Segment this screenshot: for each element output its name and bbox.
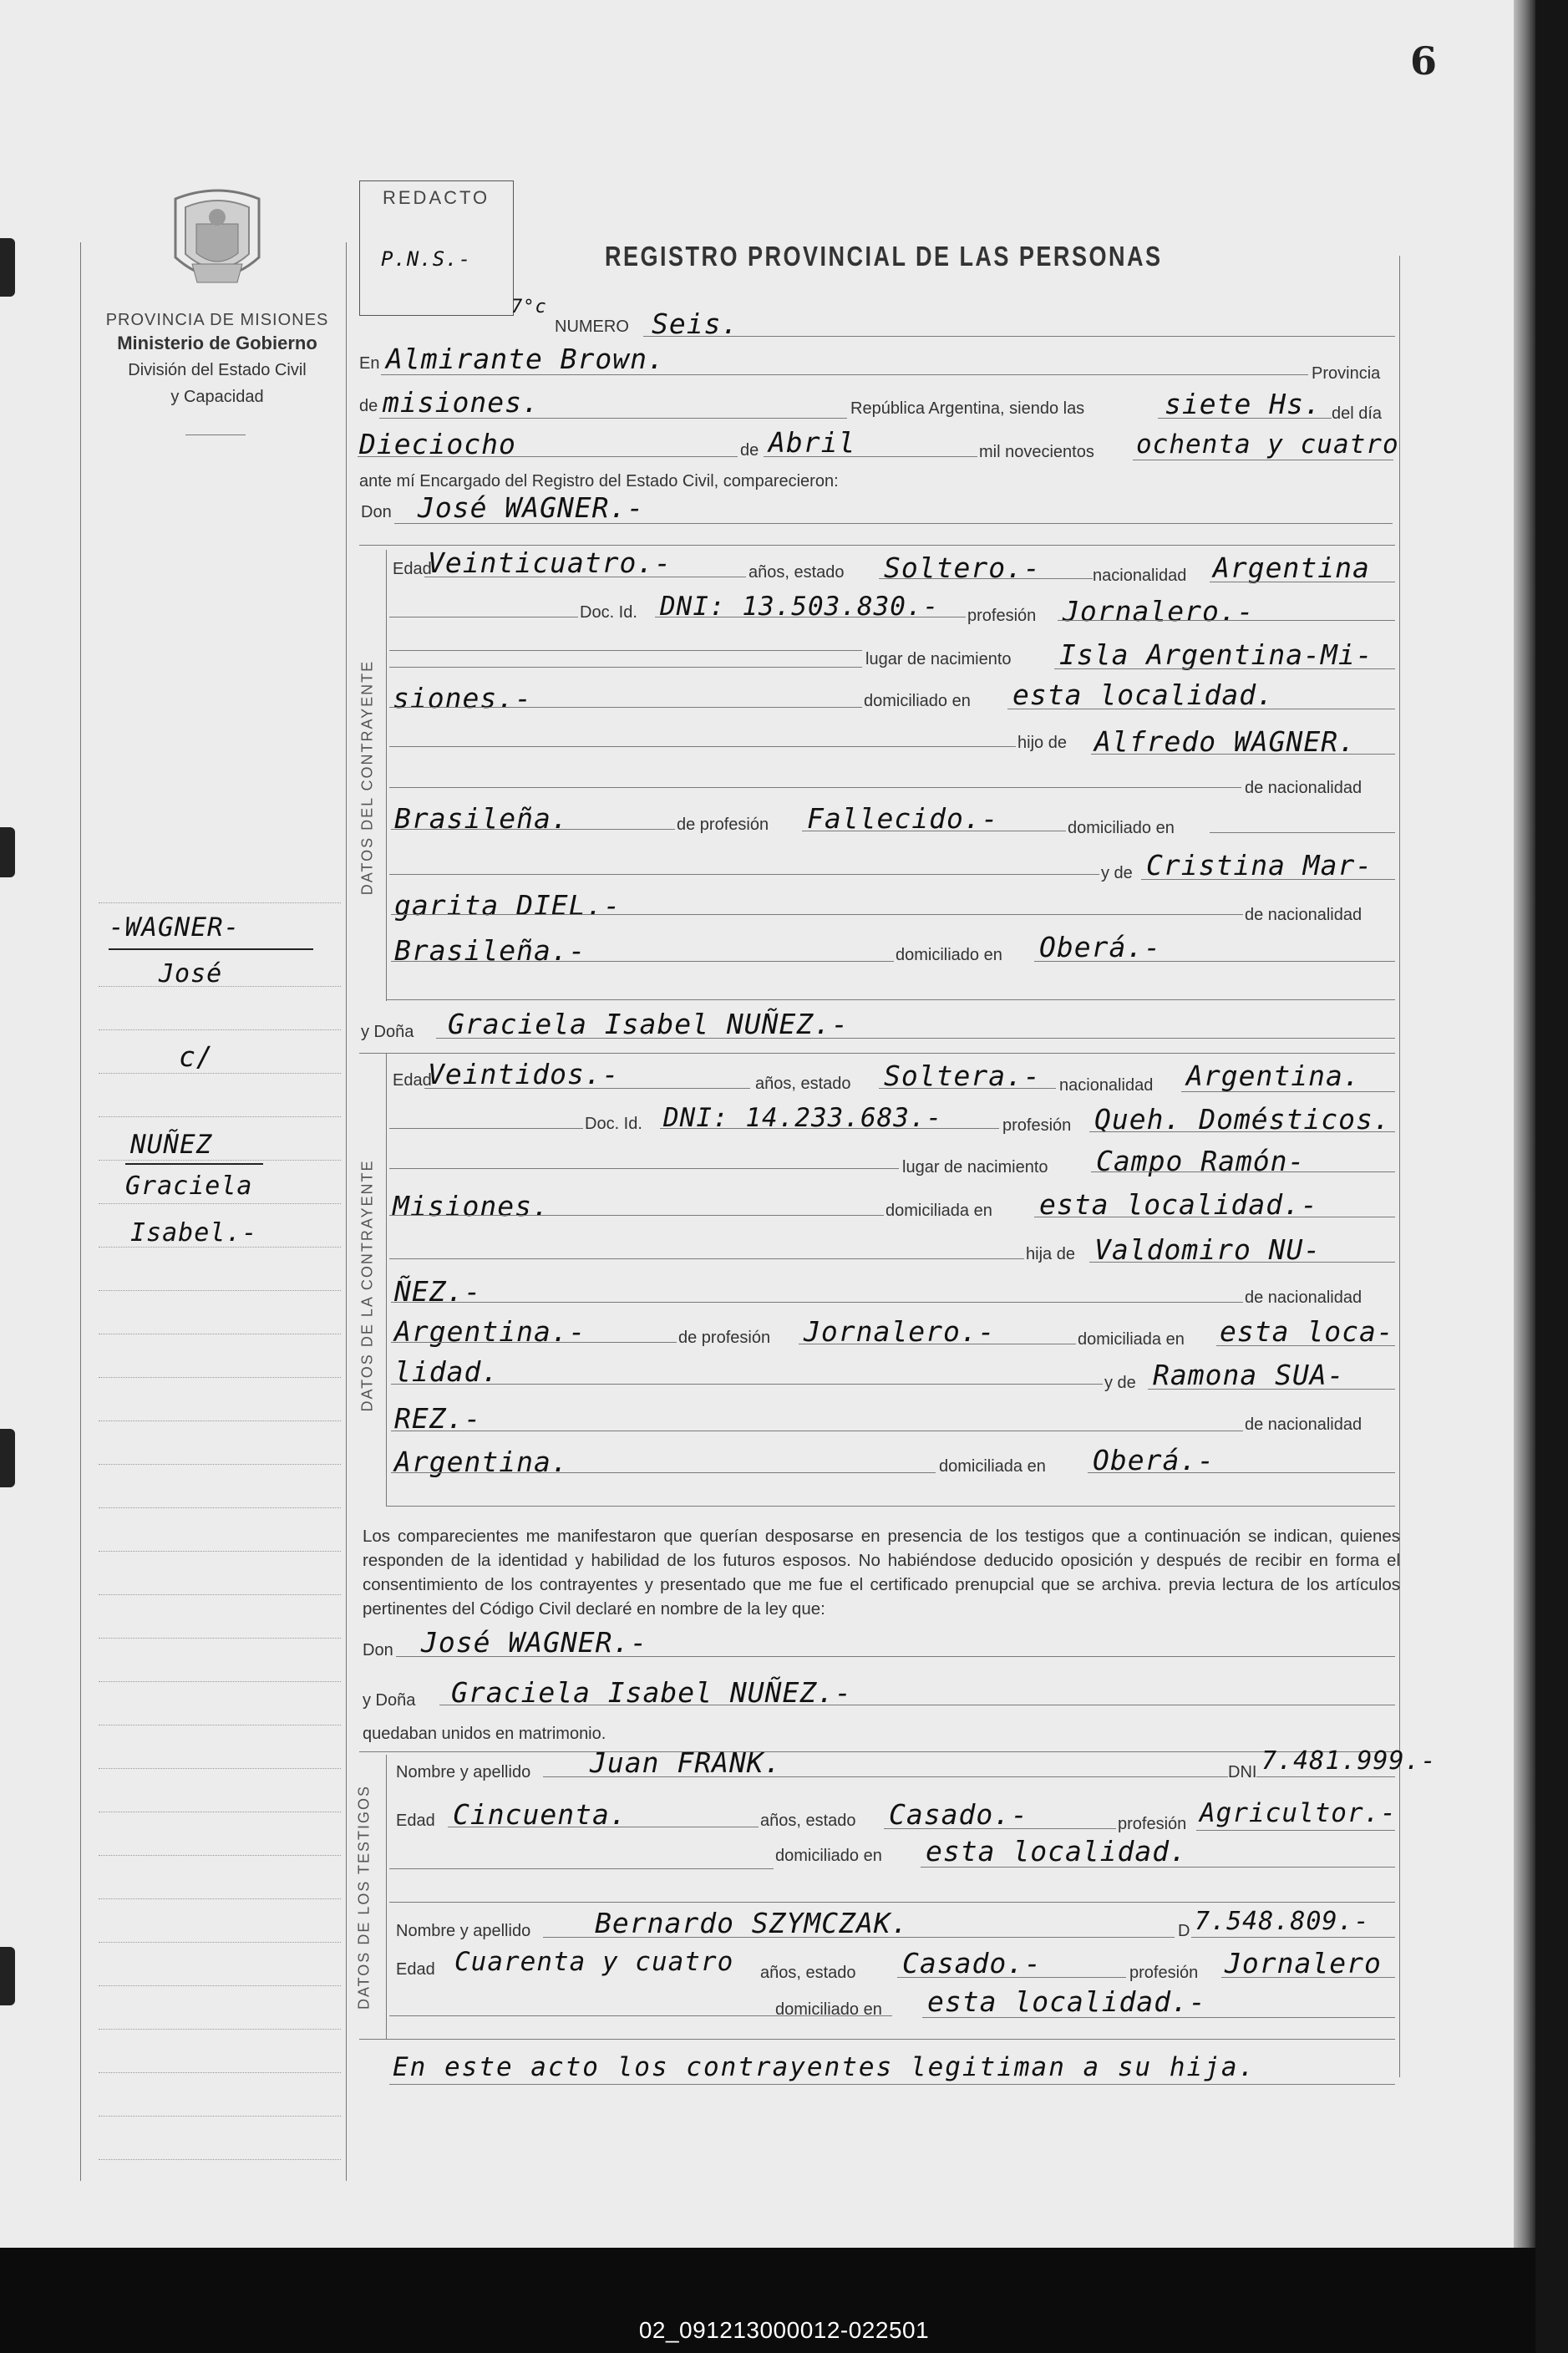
testigo-1-edad: Cincuenta. — [453, 1798, 627, 1831]
contrayenta-padre-dom-1: esta loca- — [1220, 1315, 1394, 1348]
field-line — [884, 1828, 1116, 1829]
testigo-2-estado: Casado.- — [902, 1947, 1042, 1979]
domicilio-label: domiciliado en — [775, 1847, 882, 1865]
field-line — [391, 829, 675, 830]
testigo-1-dni: 7.481.999.- — [1261, 1746, 1437, 1776]
field-line — [1196, 1830, 1395, 1831]
de-nacionalidad-label: de nacionalidad — [1245, 906, 1362, 924]
margin-dotted-line — [99, 1681, 341, 1682]
testigo-2-dni: 7.548.809.- — [1195, 1907, 1370, 1936]
contrayenta-doc: DNI: 14.233.683.- — [663, 1103, 943, 1133]
field-line — [1088, 1472, 1395, 1473]
contrayente-madre-2: garita DIEL.- — [394, 889, 622, 922]
testigo-2-nombre: Bernardo SZYMCZAK. — [595, 1907, 909, 1939]
testigo-2-edad: Cuarenta y cuatro — [454, 1947, 734, 1977]
field-line — [389, 1868, 774, 1869]
contrayenta-padre-1: Valdomiro NU- — [1094, 1233, 1322, 1266]
field-line — [391, 1302, 1243, 1303]
margin-dotted-line — [99, 1594, 341, 1595]
field-line — [543, 1937, 1175, 1938]
contrayenta-nacionalidad: Argentina. — [1186, 1060, 1361, 1092]
testigo-2-dni-label: D — [1178, 1922, 1190, 1940]
contrayenta-madre-dom: Oberá.- — [1093, 1444, 1215, 1476]
contrayenta-madre-1: Ramona SUA- — [1153, 1359, 1345, 1391]
contrayenta-madre-nac: Argentina. — [394, 1446, 569, 1478]
closing-note: En este acto los contrayentes legitiman a su hija. — [393, 2052, 1256, 2082]
office-line-4: y Capacidad — [170, 388, 264, 406]
testigo-1-domicilio: esta localidad. — [926, 1835, 1188, 1868]
margin-dotted-line — [99, 1855, 341, 1856]
margin-underline — [109, 948, 313, 950]
field-line — [1091, 1171, 1395, 1172]
margin-dotted-line — [99, 1029, 341, 1030]
field-line — [389, 1168, 899, 1169]
field-line — [1141, 879, 1395, 880]
contrayente-profesion: Jornalero.- — [1063, 595, 1255, 628]
de-profesion-label: de profesión — [678, 1329, 771, 1347]
dona-value: Graciela Isabel NUÑEZ.- — [448, 1008, 849, 1040]
testigo-1-nombre: Juan FRANK. — [590, 1746, 782, 1779]
anio-value: ochenta y cuatro — [1136, 429, 1399, 460]
margin-dotted-line — [99, 1420, 341, 1421]
hijo-label: hijo de — [1017, 734, 1067, 752]
field-line — [389, 1902, 1395, 1903]
contrayenta-padre-prof: Jornalero.- — [804, 1315, 996, 1348]
testigos-side-label: DATOS DE LOS TESTIGOS — [355, 1784, 373, 2010]
contrayente-domicilio: esta localidad. — [1012, 678, 1275, 711]
margin-dotted-line — [99, 1247, 341, 1248]
field-line — [1216, 1345, 1395, 1346]
profesion-label: profesión — [1118, 1815, 1187, 1833]
estado-label: años, estado — [748, 563, 845, 582]
provincial-seal-icon — [167, 182, 267, 295]
estado-label: años, estado — [755, 1075, 851, 1093]
field-line — [358, 456, 738, 457]
contrayente-doc: DNI: 13.503.830.- — [660, 592, 940, 622]
provincia-value: misiones. — [383, 386, 540, 419]
contrayente-madre-nac: Brasileña.- — [394, 934, 586, 967]
contrayenta-lugar-1: Campo Ramón- — [1096, 1145, 1306, 1177]
contrayente-padre: Alfredo WAGNER. — [1094, 725, 1357, 758]
provincia-label: Provincia — [1312, 364, 1381, 383]
block-rule — [386, 1053, 387, 1506]
republica-label: República Argentina, siendo las — [850, 399, 1085, 418]
ante-mi-text: ante mí Encargado del Registro del Estado Civil, comparecieron: — [359, 472, 839, 490]
field-line — [543, 1776, 1228, 1777]
hora-value: siete Hs. — [1165, 388, 1322, 420]
margin-dotted-line — [99, 1768, 341, 1769]
field-line — [921, 1867, 1395, 1868]
field-line — [379, 418, 847, 419]
margin-connector: c/ — [179, 1040, 214, 1073]
contrayenta-edad: Veintidos.- — [428, 1058, 620, 1090]
field-line — [1191, 1937, 1395, 1938]
frame-left — [346, 242, 347, 2089]
field-line — [359, 1751, 1395, 1752]
numero-value: Seis. — [652, 307, 739, 340]
contrayenta-domicilio: esta localidad.- — [1039, 1188, 1318, 1221]
field-line — [764, 456, 977, 457]
declaration-text: Los comparecientes me manifestaron que querían desposarse en presencia de los testigos que a continuación se indican, quienes responden de la identidad y habilidad de los futuros esposos. No habiéndose deducido oposición y después de recibir en forma el consentimiento de los contrayentes y presentado que me fue el certificado prenupcial que se archiva. previa lectura de los artículos pertinentes del Código Civil declaré en nombre de la ley que: — [363, 1527, 1400, 1619]
field-line — [660, 1128, 999, 1129]
field-line — [359, 1053, 1395, 1054]
redacto-initials: P.N.S.- — [381, 247, 472, 271]
de-nacionalidad-label: de nacionalidad — [1245, 779, 1362, 797]
office-line-1: PROVINCIA DE MISIONES — [105, 311, 329, 329]
field-line — [389, 787, 1241, 788]
lugar-label: lugar de nacimiento — [865, 650, 1012, 668]
margin-dotted-line — [99, 1116, 341, 1117]
don-value: José WAGNER.- — [418, 491, 645, 524]
contrayente-madre-dom: Oberá.- — [1039, 931, 1162, 963]
dia-value: Dieciocho — [359, 428, 516, 460]
field-line — [389, 650, 862, 651]
testigo-1-profesion: Agricultor.- — [1200, 1798, 1397, 1828]
result-don-label: Don — [363, 1641, 393, 1659]
doc-label: Doc. Id. — [585, 1115, 642, 1133]
field-line — [897, 1977, 1126, 1978]
mes-value: Abril — [769, 426, 856, 459]
field-line — [389, 746, 1016, 747]
mil-label: mil novecientos — [979, 443, 1094, 461]
contrayenta-madre-2: REZ.- — [394, 1402, 482, 1435]
field-line — [389, 1215, 884, 1216]
contrayente-nacionalidad: Argentina — [1213, 551, 1370, 584]
lugar-label: lugar de nacimiento — [902, 1158, 1048, 1176]
margin-dotted-line — [99, 1898, 341, 1899]
contrayenta-side-label: DATOS DE LA CONTRAYENTE — [358, 1159, 376, 1412]
field-line — [1181, 1091, 1395, 1092]
contrayente-lugar-1: Isla Argentina-Mi- — [1059, 638, 1373, 671]
de-profesion-label: de profesión — [677, 816, 769, 834]
field-line — [389, 2084, 1395, 2085]
margin-dotted-line — [99, 2029, 341, 2030]
contrayente-lugar-2: siones.- — [393, 682, 532, 714]
madre-domicilio-label: domiciliada en — [939, 1457, 1046, 1476]
edad-label: Edad — [393, 560, 432, 578]
margin-apellido-1: -WAGNER- — [109, 912, 241, 943]
quedaban-text: quedaban unidos en matrimonio. — [363, 1725, 606, 1743]
margin-rule — [80, 242, 81, 2181]
edad-label: Edad — [393, 1071, 432, 1090]
domicilio-label: domiciliado en — [775, 2000, 882, 2019]
binding-hole — [0, 1947, 15, 2005]
localidad-value: Almirante Brown. — [386, 343, 665, 375]
page-title: REGISTRO PROVINCIAL DE LAS PERSONAS — [605, 241, 1163, 272]
contrayenta-estado: Soltera.- — [884, 1060, 1041, 1092]
field-line — [391, 1472, 936, 1473]
del-dia-label: del día — [1332, 404, 1383, 423]
field-line — [391, 1342, 677, 1343]
profesion-label: profesión — [1002, 1116, 1072, 1135]
margin-nombre-2a: Graciela — [125, 1171, 253, 1201]
field-line — [391, 961, 894, 962]
en-label: En — [359, 354, 380, 373]
dona-label: y Doña — [361, 1023, 414, 1041]
contrayenta-padre-nac: Argentina.- — [394, 1315, 586, 1348]
domicilio-label: domiciliada en — [885, 1202, 992, 1220]
margin-nombre-1: José — [159, 959, 223, 988]
profesion-label: profesión — [1129, 1964, 1199, 1982]
scan-border — [1535, 0, 1568, 2353]
result-dona-label: y Doña — [363, 1691, 416, 1710]
field-line — [1089, 1131, 1395, 1132]
field-line — [386, 1506, 1395, 1507]
office-line-3: División del Estado Civil — [128, 361, 307, 379]
don-label: Don — [361, 503, 392, 521]
contrayente-side-label: DATOS DEL CONTRAYENTE — [358, 659, 376, 896]
mes-label: de — [740, 441, 759, 460]
field-line — [389, 707, 862, 708]
domicilio-label: domiciliado en — [864, 692, 971, 710]
edad-label: Edad — [396, 1960, 435, 1979]
y-de-label: y de — [1101, 864, 1133, 882]
profesion-label: profesión — [967, 607, 1037, 625]
doc-label: Doc. Id. — [580, 603, 637, 622]
field-line — [359, 2039, 1395, 2040]
contrayente-edad: Veinticuatro.- — [428, 546, 672, 579]
nombre-label: Nombre y apellido — [396, 1922, 531, 1940]
margin-dotted-line — [99, 1551, 341, 1552]
field-line — [394, 523, 1393, 524]
result-dona-value: Graciela Isabel NUÑEZ.- — [451, 1676, 852, 1709]
field-line — [359, 545, 1395, 546]
contrayenta-lugar-2: Misiones. — [393, 1190, 550, 1222]
padre-domicilio-label: domiciliado en — [1068, 819, 1175, 837]
field-line — [389, 1128, 583, 1129]
binding-hole — [0, 1429, 15, 1487]
field-line — [1256, 1776, 1395, 1777]
field-line — [389, 874, 1099, 875]
page-number: 6 — [1410, 38, 1438, 84]
margin-dotted-line — [99, 1073, 341, 1074]
hija-label: hija de — [1026, 1245, 1075, 1263]
frame-right — [1399, 256, 1400, 2077]
contrayenta-padre-2: ÑEZ.- — [394, 1275, 482, 1308]
nombre-label: Nombre y apellido — [396, 1763, 531, 1781]
field-line — [879, 578, 1093, 579]
field-line — [1210, 832, 1395, 833]
padre-domicilio-label: domiciliada en — [1078, 1330, 1185, 1349]
contrayente-padre-prof: Fallecido.- — [807, 802, 999, 835]
result-don-value: José WAGNER.- — [421, 1626, 648, 1659]
field-line — [1221, 1977, 1395, 1978]
contrayente-madre-1: Cristina Mar- — [1146, 849, 1373, 882]
margin-dotted-line — [99, 2072, 341, 2073]
numero-label: NUMERO — [555, 318, 629, 336]
margin-dotted-line — [99, 1985, 341, 1986]
nacionalidad-label: nacionalidad — [1093, 567, 1187, 585]
numero-mark: 7°c — [511, 297, 547, 318]
binding-hole — [0, 827, 15, 877]
margin-apellido-2: NUÑEZ — [130, 1130, 213, 1160]
margin-dotted-line — [99, 1290, 341, 1291]
field-line — [389, 1258, 1024, 1259]
field-line — [436, 1038, 1395, 1039]
margin-dotted-line — [99, 2159, 341, 2160]
contrayente-padre-nac: Brasileña. — [394, 802, 569, 835]
de-nacionalidad-label: de nacionalidad — [1245, 1288, 1362, 1307]
testigo-1-dni-label: DNI — [1228, 1763, 1257, 1781]
field-line — [381, 374, 1308, 375]
field-line — [1034, 961, 1395, 962]
de-label: de — [359, 397, 378, 415]
scan-filename: 02_091213000012-022501 — [638, 2317, 930, 2343]
field-line — [391, 1384, 1103, 1385]
block-rule — [386, 1755, 387, 2039]
field-line — [1148, 1389, 1395, 1390]
margin-nombre-2b: Isabel.- — [130, 1218, 258, 1248]
field-line — [391, 914, 1243, 915]
de-nacionalidad-label: de nacionalidad — [1245, 1415, 1362, 1434]
margin-dotted-line — [99, 1203, 341, 1204]
margin-dotted-line — [99, 1942, 341, 1943]
field-line — [643, 336, 1395, 337]
margin-dotted-line — [99, 1377, 341, 1378]
field-line — [1091, 754, 1395, 755]
contrayente-estado: Soltero.- — [884, 551, 1041, 584]
book-spine — [1514, 0, 1535, 2248]
binding-hole — [0, 238, 15, 297]
margin-dotted-line — [99, 2116, 341, 2117]
estado-label: años, estado — [760, 1964, 856, 1982]
field-line — [879, 1088, 1056, 1089]
margin-dotted-line — [99, 1507, 341, 1508]
field-line — [396, 1656, 1395, 1657]
field-line — [1089, 1262, 1395, 1263]
estado-label: años, estado — [760, 1812, 856, 1830]
madre-domicilio-label: domiciliado en — [896, 946, 1002, 964]
block-rule — [386, 550, 387, 1001]
field-line — [1058, 620, 1395, 621]
margin-dotted-line — [99, 1464, 341, 1465]
field-line — [389, 667, 862, 668]
testigo-2-domicilio: esta localidad.- — [927, 1985, 1206, 2018]
edad-label: Edad — [396, 1812, 435, 1830]
margin-dotted-line — [99, 1160, 341, 1161]
field-line — [1054, 668, 1395, 669]
field-line — [424, 1088, 750, 1089]
y-de-label: y de — [1104, 1374, 1136, 1392]
redacto-label: REDACTO — [383, 187, 490, 208]
margin-underline — [125, 1163, 263, 1165]
contrayenta-padre-dom-2: lidad. — [394, 1355, 500, 1388]
margin-dotted-line — [99, 902, 341, 903]
field-line — [1158, 418, 1332, 419]
field-line — [922, 2017, 1395, 2018]
testigo-2-profesion: Jornalero — [1225, 1947, 1382, 1979]
field-line — [386, 999, 1395, 1000]
margin-dotted-line — [99, 1638, 341, 1639]
margin-dotted-line — [99, 986, 341, 987]
nacionalidad-label: nacionalidad — [1059, 1076, 1154, 1095]
office-line-2: Ministerio de Gobierno — [117, 333, 317, 353]
contrayenta-profesion: Queh. Domésticos. — [1094, 1103, 1391, 1136]
testigo-1-estado: Casado.- — [889, 1798, 1028, 1831]
